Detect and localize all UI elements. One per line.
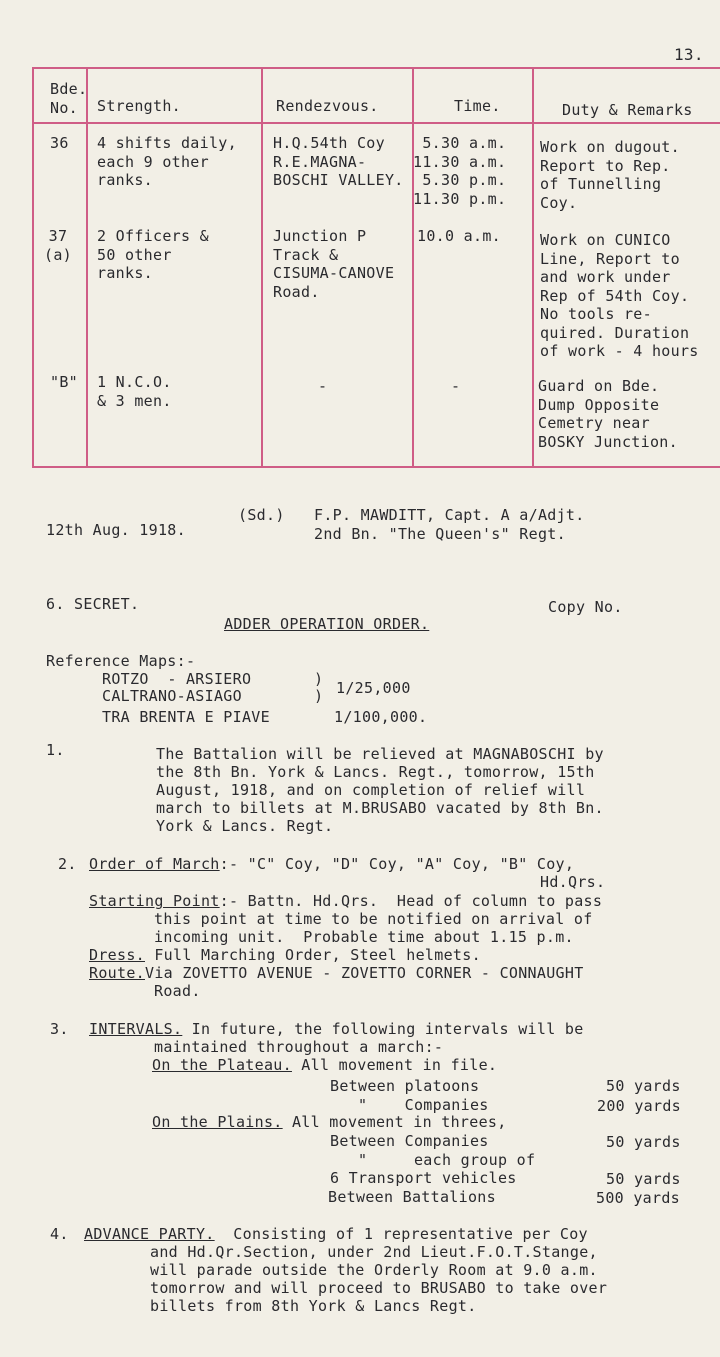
map-bracket-bottom: ) [314, 687, 324, 705]
para-4-number: 4. [50, 1225, 69, 1243]
plateau-row-2-value: 200 yards [597, 1097, 681, 1115]
plains-text: All movement in threes, [282, 1113, 507, 1131]
plains-row-1-label: Between Companies [330, 1132, 489, 1150]
row-b-strength: 1 N.C.O. & 3 men. [97, 373, 172, 410]
plateau-row-1-value: 50 yards [606, 1077, 681, 1095]
plains-row-2-value: 50 yards [606, 1170, 681, 1188]
map-3: TRA BRENTA E PIAVE [102, 708, 270, 726]
row-b-rendezvous: - [318, 377, 328, 395]
table-bottom-border [32, 466, 720, 468]
order-of-march-label: Order of March [89, 855, 220, 873]
row-b-duty: Guard on Bde. Dump Opposite Cemetry near BOSKY Junction. [538, 377, 678, 451]
order-title: ADDER OPERATION ORDER. [224, 615, 430, 633]
page-number: 13. [674, 45, 704, 64]
row-b-time: - [451, 377, 461, 395]
advance-party-line [84, 1225, 588, 1243]
table-col-line-3 [261, 67, 263, 468]
copy-number: Copy No. [548, 598, 623, 616]
advance-party-continued: and Hd.Qr.Section, under 2nd Lieut.F.O.T.Stange, will parade outside the Orderly Room at 9.0 a.m. tomorrow and will proceed to BRUSABO to take over billets from 8th York & Lancs Regt. [150, 1243, 608, 1315]
map-1: ROTZO - ARSIERO [102, 670, 252, 688]
route-label: Route. [89, 964, 145, 982]
map-scale-1: 1/25,000 [336, 679, 411, 697]
table-col-line-5 [532, 67, 534, 468]
intervals-continued: maintained throughout a march:- [154, 1038, 444, 1056]
plains-label: On the Plains. [152, 1113, 283, 1131]
starting-point-text: :- Battn. Hd.Qrs. Head of column to pass [219, 892, 603, 910]
intervals-line [89, 1020, 584, 1038]
signature-name: F.P. MAWDITT, Capt. A a/Adjt. [314, 506, 585, 524]
map-scale-2: 1/100,000. [334, 708, 428, 726]
dress-text: Full Marching Order, Steel helmets. [145, 946, 481, 964]
route-line [89, 964, 584, 982]
intervals-label: INTERVALS. [89, 1020, 183, 1038]
dress-label: Dress. [89, 946, 145, 964]
table-header-border [32, 122, 720, 124]
plains-row-3-label: Between Battalions [328, 1188, 496, 1206]
starting-point-line [89, 892, 602, 910]
route-text: Via ZOVETTO AVENUE - ZOVETTO CORNER - CONNAUGHT [145, 964, 584, 982]
plains-row-2-label: " each group of 6 Transport vehicles [330, 1151, 536, 1187]
para-3-number: 3. [50, 1020, 69, 1038]
row-b-bde: "B" [50, 373, 78, 391]
row-37-strength: 2 Officers & 50 other ranks. [97, 227, 209, 282]
row-37-rendezvous: Junction P Track & CISUMA-CANOVE Road. [273, 227, 395, 301]
para-1-number: 1. [46, 741, 65, 759]
plateau-row-1-label: Between platoons [330, 1077, 480, 1095]
row-36-rendezvous: H.Q.54th Coy R.E.MAGNA- BOSCHI VALLEY. [273, 134, 404, 189]
signature-unit: 2nd Bn. "The Queen's" Regt. [314, 525, 566, 543]
order-of-march-hq: Hd.Qrs. [540, 873, 606, 891]
table-col-line-2 [86, 67, 88, 468]
plateau-text: All movement in file. [291, 1056, 498, 1074]
plains-row-1-value: 50 yards [606, 1133, 681, 1151]
advance-party-text: Consisting of 1 representative per Coy [214, 1225, 588, 1243]
table-col-line-1 [32, 67, 34, 468]
secret-heading: 6. SECRET. [46, 595, 140, 613]
plateau-label: On the Plateau. [152, 1056, 292, 1074]
row-37-time: 10.0 a.m. [417, 227, 501, 245]
header-bde-no: Bde. No. [50, 80, 88, 117]
plateau-row-2-label: " Companies [330, 1096, 489, 1114]
map-bracket-top: ) [314, 670, 324, 688]
route-continued: Road. [154, 982, 201, 1000]
header-duty-remarks: Duty & Remarks [562, 101, 693, 119]
row-36-duty: Work on dugout. Report to Rep. of Tunnelling Coy. [540, 138, 680, 212]
order-of-march-text: :- "C" Coy, "D" Coy, "A" Coy, "B" Coy, [219, 855, 575, 873]
advance-party-label: ADVANCE PARTY. [84, 1225, 215, 1243]
row-37-duty: Work on CUNICO Line, Report to and work under Rep of 54th Coy. No tools re- quired. Duration of work - 4 hours [540, 231, 699, 360]
plains-line [152, 1113, 507, 1131]
reference-maps-label: Reference Maps:- [46, 652, 196, 670]
row-36-time: 5.30 a.m. 11.30 a.m. 5.30 p.m. 11.30 p.m. [413, 134, 507, 208]
row-36-bde: 36 [50, 134, 69, 152]
order-of-march-line [89, 855, 574, 873]
plains-row-3-value: 500 yards [596, 1189, 680, 1207]
table-top-border [32, 67, 720, 69]
starting-point-continued: this point at time to be notified on arrival of incoming unit. Probable time about 1.15 p.m. [154, 910, 593, 946]
plateau-line [152, 1056, 497, 1074]
para-2-number: 2. [58, 855, 77, 873]
header-time: Time. [454, 97, 501, 115]
header-strength: Strength. [97, 97, 181, 115]
row-37-bde: 37 (a) [44, 227, 72, 264]
signature-date: 12th Aug. 1918. [46, 521, 186, 539]
header-rendezvous: Rendezvous. [276, 97, 379, 115]
row-36-strength: 4 shifts daily, each 9 other ranks. [97, 134, 237, 189]
signed-marker: (Sd.) [238, 506, 285, 524]
para-1-text: The Battalion will be relieved at MAGNABOSCHI by the 8th Bn. York & Lancs. Regt., tomorrow, 15th August, 1918, and on completion of relief will march to billets at M.BRUSABO vacated by 8th Bn. York & Lancs. Regt. [156, 745, 604, 835]
map-2: CALTRANO-ASIAGO [102, 687, 242, 705]
intervals-text: In future, the following intervals will be [182, 1020, 584, 1038]
table-col-line-4 [412, 67, 414, 468]
dress-line [89, 946, 481, 964]
starting-point-label: Starting Point [89, 892, 220, 910]
